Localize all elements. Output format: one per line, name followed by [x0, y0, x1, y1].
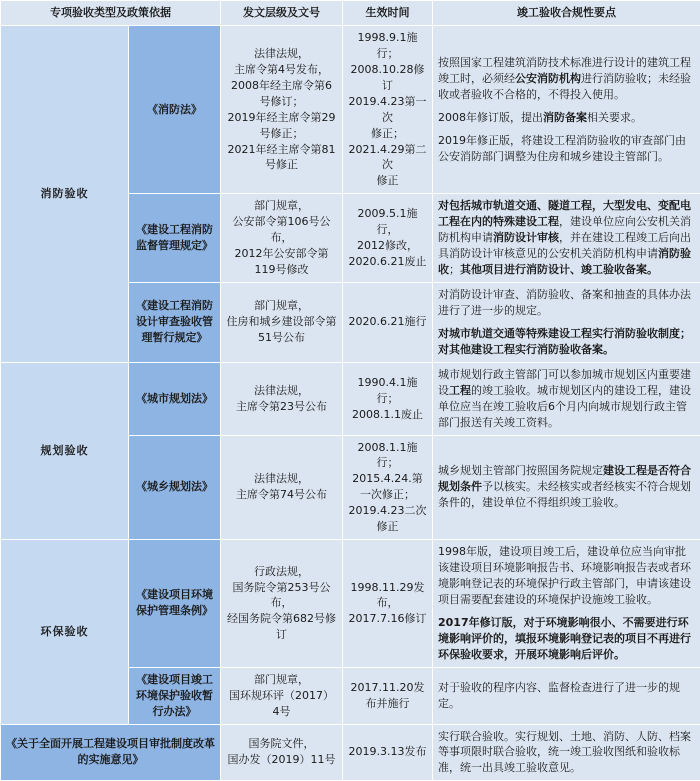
policy-name-cell[interactable]: 《城乡规划法》: [129, 435, 221, 540]
table-row: [1, 540, 700, 668]
table-row: [1, 362, 700, 435]
table-row-final: [1, 724, 700, 781]
effective-date-cell: 1998.9.1施行； 2008.10.28修订 2019.4.23第一次 修正； 2021.4.29第二次 修正: [343, 25, 433, 193]
doc-level-cell: 法律法规， 主席令第4号发布， 2008年经主席令第6号修订； 2019年经主席令第29号修正； 2021年经主席令第81号修正: [221, 25, 343, 193]
category-cell: 消防验收: [1, 25, 129, 362]
header-level-doc: 发文层级及文号: [221, 1, 343, 26]
effective-date-cell: 2017.11.20发布并施行: [343, 667, 433, 724]
effective-date-cell: 2008.1.1施行； 2015.4.24.第一次修正； 2019.4.23二次修正: [343, 435, 433, 540]
doc-level-cell: 部门规章， 公安部令第106号公布， 2012年公安部令第119号修改: [221, 194, 343, 283]
effective-date-cell: 2019.3.13发布: [343, 724, 433, 781]
compliance-points-cell: 城市规划行政主管部门可以参加城市规划区内重要建设工程的竣工验收。城市规划区内的建设工程，建设单位应当在竣工验收后6个月内向城市规划行政主管部门报送有关竣工资料。: [433, 362, 700, 435]
policy-name-cell[interactable]: 《关于全面开展工程建设项目审批制度改革的实施意见》: [1, 724, 221, 781]
policy-name-cell[interactable]: 《建设项目环境保护管理条例》: [129, 540, 221, 668]
policy-name-cell[interactable]: 《消防法》: [129, 25, 221, 193]
compliance-points-cell: 实行联合验收。实行规划、土地、消防、人防、档案等事项限时联合验收，统一竣工验收图纸和验收标准，统一出具竣工验收意见。: [433, 724, 700, 781]
policy-name-cell[interactable]: 《城市规划法》: [129, 362, 221, 435]
header-effective-date: 生效时间: [343, 1, 433, 26]
doc-level-cell: 部门规章， 住房和城乡建设部令第51号公布: [221, 283, 343, 363]
compliance-points-cell: 按照国家工程建筑消防技术标准进行设计的建筑工程竣工时，必须经公安消防机构进行消防验收；未经验收或者验收不合格的，不得投入使用。 2008年修订版，提出消防备案相关要求。 2019年修正版，将建设工程消防验收的审查部门由公安消防部门调整为住房和城乡建设主管部门。: [433, 25, 700, 193]
effective-date-cell: 1990.4.1施行； 2008.1.1废止: [343, 362, 433, 435]
doc-level-cell: 法律法规， 主席令第23号公布: [221, 362, 343, 435]
policy-name-cell[interactable]: 《建设工程消防设计审查验收管理暂行规定》: [129, 283, 221, 363]
doc-level-cell: 国务院文件， 国办发（2019）11号: [221, 724, 343, 781]
doc-level-cell: 部门规章， 国环规环评（2017）4号: [221, 667, 343, 724]
policy-name-cell[interactable]: 《建设项目竣工环境保护验收暂行办法》: [129, 667, 221, 724]
header-compliance-points: 竣工验收合规性要点: [433, 1, 700, 26]
policy-name-cell[interactable]: 《建设工程消防监督管理规定》: [129, 194, 221, 283]
category-cell: 规划验收: [1, 362, 129, 539]
category-cell: 环保验收: [1, 540, 129, 724]
compliance-points-cell: 对于验收的程序内容、监督检查进行了进一步的规定。: [433, 667, 700, 724]
effective-date-cell: 2020.6.21施行: [343, 283, 433, 363]
compliance-points-cell: 城乡规划主管部门按照国务院规定建设工程是否符合规划条件予以核实。未经核实或者经核实不符合规划条件的，建设单位不得组织竣工验收。: [433, 435, 700, 540]
effective-date-cell: 1998.11.29发布， 2017.7.16修订: [343, 540, 433, 668]
table-header: [1, 1, 700, 26]
compliance-points-cell: 对消防设计审查、消防验收、备案和抽查的具体办法进行了进一步的规定。 对城市轨道交通等特殊建设工程实行消防验收制度；对其他建设工程实行消防验收备案。: [433, 283, 700, 363]
table-body: [1, 25, 700, 780]
table-row: [1, 25, 700, 193]
doc-level-cell: 行政法规， 国务院令第253号公布， 经国务院令第682号修订: [221, 540, 343, 668]
doc-level-cell: 法律法规， 主席令第74号公布: [221, 435, 343, 540]
compliance-points-cell: 对包括城市轨道交通、隧道工程，大型发电、变配电工程在内的特殊建设工程，建设单位应向公安机关消防机构申请消防设计审核，并在建设工程竣工后向出具消防设计审核意见的公安机关消防机构申请消防验收；其他项目进行消防设计、竣工验收备案。: [433, 194, 700, 283]
compliance-points-cell: 1998年版，建设项目竣工后，建设单位应当向审批该建设项目环境影响报告书、环境影响报告表或者环境影响登记表的环境保护行政主管部门，申请该建设项目需要配套建设的环境保护设施竣工验收。 2017年修订版，对于环境影响很小、不需要进行环境影响评价的，填报环境影响登记表的项目不再进行环保验收要求，开展环境影响后评价。: [433, 540, 700, 668]
header-row: [1, 1, 700, 26]
header-type-policy: 专项验收类型及政策依据: [1, 1, 221, 26]
effective-date-cell: 2009.5.1施行， 2012修改， 2020.6.21废止: [343, 194, 433, 283]
